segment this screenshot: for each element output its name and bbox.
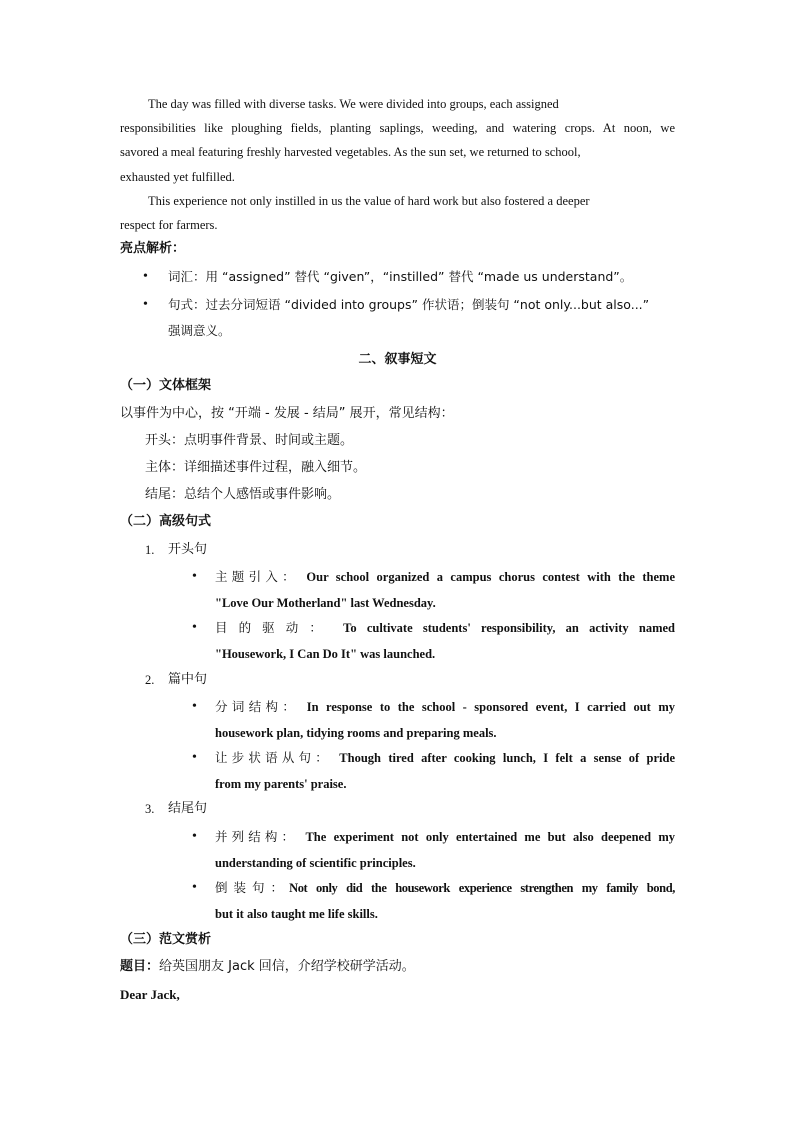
- paragraph-line: savored a meal featuring freshly harvested vegetables. As the sun set, we returned to school,: [120, 145, 581, 159]
- sentence-item: [215, 829, 675, 845]
- framework-item: 主体：详细描述事件过程，融入细节。: [145, 460, 367, 475]
- sentence-text: In response to the school - sponsored event, I carried out my: [306, 700, 675, 714]
- topic-text: 给英国朋友 Jack 回信，介绍学校研学活动。: [159, 959, 415, 974]
- bullet-icon: •: [192, 569, 197, 584]
- subsection-heading: （一）文体框架: [120, 378, 212, 393]
- bullet-icon: •: [143, 269, 148, 284]
- sentence-text: "Housework, I Can Do It" was launched.: [215, 647, 436, 661]
- sentence-text: but it also taught me life skills.: [215, 907, 378, 921]
- sentence-text: Not only did the housework experience strengthen my family bond,: [289, 881, 675, 895]
- sentence-item: [215, 880, 675, 896]
- topic-label: 题目：: [120, 959, 160, 974]
- list-number: 3.: [145, 802, 155, 816]
- highlight-item: 词汇：用 “assigned” 替代 “given”，“instilled” 替代 “made us understand”。: [168, 269, 633, 284]
- sentence-item: [215, 620, 675, 636]
- sentence-text: Though tired after cooking lunch, I felt a sense of pride: [339, 751, 676, 765]
- group-title: 篇中句: [168, 672, 208, 687]
- framework-item: 开头：点明事件背景、时间或主题。: [145, 433, 354, 448]
- salutation: Dear Jack,: [120, 987, 180, 1002]
- sentence-text: "Love Our Motherland" last Wednesday.: [215, 596, 436, 610]
- framework-item: 结尾：总结个人感悟或事件影响。: [145, 487, 341, 502]
- group-title: 开头句: [168, 542, 208, 557]
- sentence-item: [215, 699, 675, 715]
- bullet-icon: •: [192, 620, 197, 635]
- sentence-label: 倒装句：: [215, 880, 290, 895]
- sentence-label: 目的驱动：: [215, 620, 333, 635]
- sentence-label: 让步状语从句：: [215, 750, 332, 765]
- sentence-text: Our school organized a campus chorus contest with the theme: [306, 570, 675, 584]
- paragraph-line: This experience not only instilled in us the value of hard work but also fostered a deeper: [148, 194, 590, 208]
- sentence-label: 并列结构：: [215, 829, 299, 844]
- sentence-label: 主题引入：: [215, 569, 299, 584]
- highlight-item: 句式：过去分词短语 “divided into groups” 作状语；倒装句 “not only...but also...”: [168, 297, 650, 312]
- paragraph-line: exhausted yet fulfilled.: [120, 170, 235, 184]
- framework-intro: 以事件为中心，按 “开端 - 发展 - 结局” 展开，常见结构：: [120, 406, 454, 421]
- subsection-heading: （二）高级句式: [120, 514, 212, 529]
- bullet-icon: •: [192, 699, 197, 714]
- highlight-item: 强调意义。: [168, 323, 231, 338]
- sentence-label: 分词结构：: [215, 699, 300, 714]
- list-number: 1.: [145, 543, 155, 557]
- bullet-icon: •: [192, 829, 197, 844]
- bullet-icon: •: [143, 297, 148, 312]
- paragraph-line: respect for farmers.: [120, 218, 218, 232]
- subsection-heading: （三）范文赏析: [120, 932, 212, 947]
- highlights-heading: 亮点解析：: [120, 241, 186, 256]
- topic-line: [120, 959, 675, 975]
- sentence-item: [215, 569, 675, 585]
- bullet-icon: •: [192, 880, 197, 895]
- sentence-item: [215, 750, 675, 766]
- sentence-text: understanding of scientific principles.: [215, 856, 416, 870]
- group-title: 结尾句: [168, 801, 208, 816]
- sentence-text: from my parents' praise.: [215, 777, 347, 791]
- list-number: 2.: [145, 673, 155, 687]
- section-title: 二、叙事短文: [358, 352, 437, 367]
- sentence-text: The experiment not only entertained me but also deepened my: [305, 830, 675, 844]
- sentence-text: To cultivate students' responsibility, an activity named: [343, 621, 675, 635]
- paragraph-line: responsibilities like ploughing fields, planting saplings, weeding, and watering crops. At noon, we: [120, 121, 675, 135]
- paragraph-line: The day was filled with diverse tasks. We were divided into groups, each assigned: [148, 97, 559, 111]
- bullet-icon: •: [192, 750, 197, 765]
- sentence-text: housework plan, tidying rooms and preparing meals.: [215, 726, 497, 740]
